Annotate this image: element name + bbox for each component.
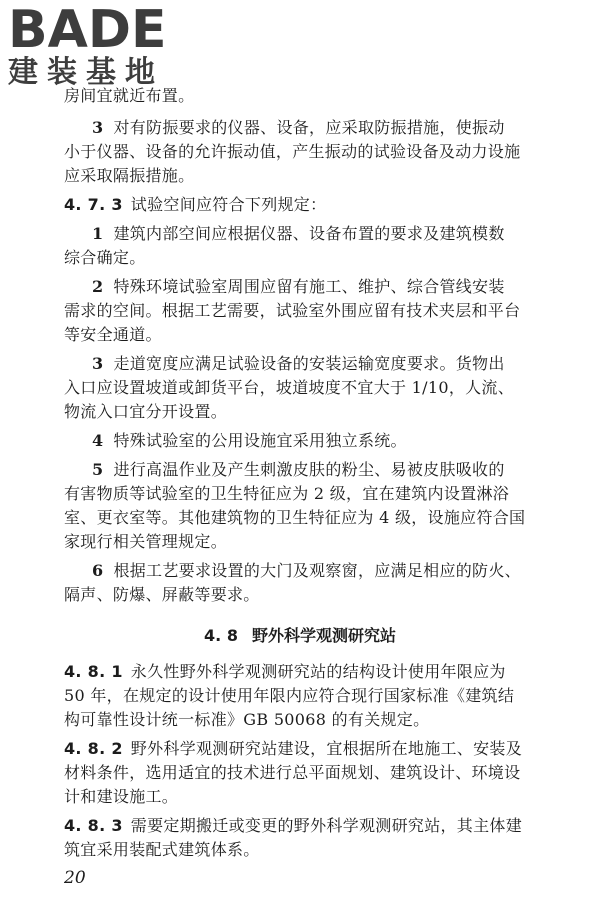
- list-item-1: [92, 222, 505, 246]
- text-line: 材料条件，选用适宜的技术进行总平面规划、建筑设计、环境设: [64, 763, 521, 782]
- item-text: 特殊环境试验室周围应留有施工、维护、综合管线安装: [113, 277, 505, 296]
- text-line: 筑宜采用装配式建筑体系。: [64, 840, 260, 859]
- item-number: 3: [92, 354, 104, 373]
- list-item-3: [92, 116, 505, 140]
- list-item-6: [92, 559, 521, 583]
- item-number: 3: [92, 118, 104, 137]
- item-text: 根据工艺要求设置的大门及观察窗，应满足相应的防火、: [113, 561, 521, 580]
- item-number: 6: [92, 561, 104, 580]
- item-number: 5: [92, 460, 104, 479]
- item-text: 建筑内部空间应根据仪器、设备布置的要求及建筑模数: [113, 224, 505, 243]
- clause-text: 永久性野外科学观测研究站的结构设计使用年限应为: [130, 662, 506, 681]
- clause-4-8-3: [64, 814, 522, 838]
- clause-number: 4. 8. 3: [64, 816, 123, 835]
- text-line: 需求的空间。根据工艺需要，试验室外围应留有技术夹层和平台: [64, 301, 521, 320]
- clause-number: 4. 7. 3: [64, 195, 123, 214]
- text-line: 入口应设置坡道或卸货平台，坡道坡度不宜大于 1/10，人流、: [64, 378, 515, 397]
- item-text: 进行高温作业及产生刺激皮肤的粉尘、易被皮肤吸收的: [113, 460, 505, 479]
- clause-number: 4. 8. 2: [64, 739, 123, 758]
- section-title: 野外科学观测研究站: [251, 626, 396, 645]
- list-item-2: [92, 275, 505, 299]
- text-line: 等安全通道。: [64, 325, 162, 344]
- item-text: 特殊试验室的公用设施宜采用独立系统。: [113, 431, 407, 450]
- clause-4-8-1: [64, 660, 506, 684]
- clause-4-7-3: [64, 193, 326, 217]
- clause-4-8-2: [64, 737, 522, 761]
- section-heading-4-8: [0, 624, 600, 648]
- clause-text: 野外科学观测研究站建设，宜根据所在地施工、安装及: [130, 739, 522, 758]
- text-line: 小于仪器、设备的允许振动值，产生振动的试验设备及动力设施: [64, 142, 521, 161]
- page-number: 20: [64, 868, 86, 888]
- item-number: 4: [92, 431, 104, 450]
- brand-logo-en: BADE: [8, 0, 167, 60]
- text-line: 50 年，在规定的设计使用年限内应符合现行国家标准《建筑结: [64, 686, 515, 705]
- list-item-3b: [92, 352, 505, 376]
- text-line: 室、更衣室等。其他建筑物的卫生特征应为 4 级，设施应符合国: [64, 508, 526, 527]
- list-item-5: [92, 458, 505, 482]
- text-line: 有害物质等试验室的卫生特征应为 2 级，宜在建筑内设置淋浴: [64, 484, 510, 503]
- clause-text: 需要定期搬迁或变更的野外科学观测研究站，其主体建: [130, 816, 522, 835]
- text-line: 物流入口宜分开设置。: [64, 402, 228, 421]
- text-line: 家现行相关管理规定。: [64, 532, 228, 551]
- item-text: 对有防振要求的仪器、设备，应采取防振措施，使振动: [113, 118, 505, 137]
- item-number: 1: [92, 224, 104, 243]
- item-number: 2: [92, 277, 104, 296]
- clause-text: 试验空间应符合下列规定：: [130, 195, 327, 214]
- brand-logo: [8, 2, 178, 94]
- clause-number: 4. 8. 1: [64, 662, 123, 681]
- text-line: 计和建设施工。: [64, 787, 179, 806]
- text-line: 房间宜就近布置。: [64, 86, 195, 105]
- brand-logo-cn: 建装基地: [8, 55, 164, 90]
- text-line: 隔声、防爆、屏蔽等要求。: [64, 585, 260, 604]
- list-item-4: [92, 429, 407, 453]
- text-line: 构可靠性设计统一标准》GB 50068 的有关规定。: [64, 710, 430, 729]
- item-text: 走道宽度应满足试验设备的安装运输宽度要求。货物出: [113, 354, 505, 373]
- text-line: 综合确定。: [64, 248, 146, 267]
- text-line: 应采取隔振措施。: [64, 166, 195, 185]
- section-number: 4. 8: [204, 626, 238, 645]
